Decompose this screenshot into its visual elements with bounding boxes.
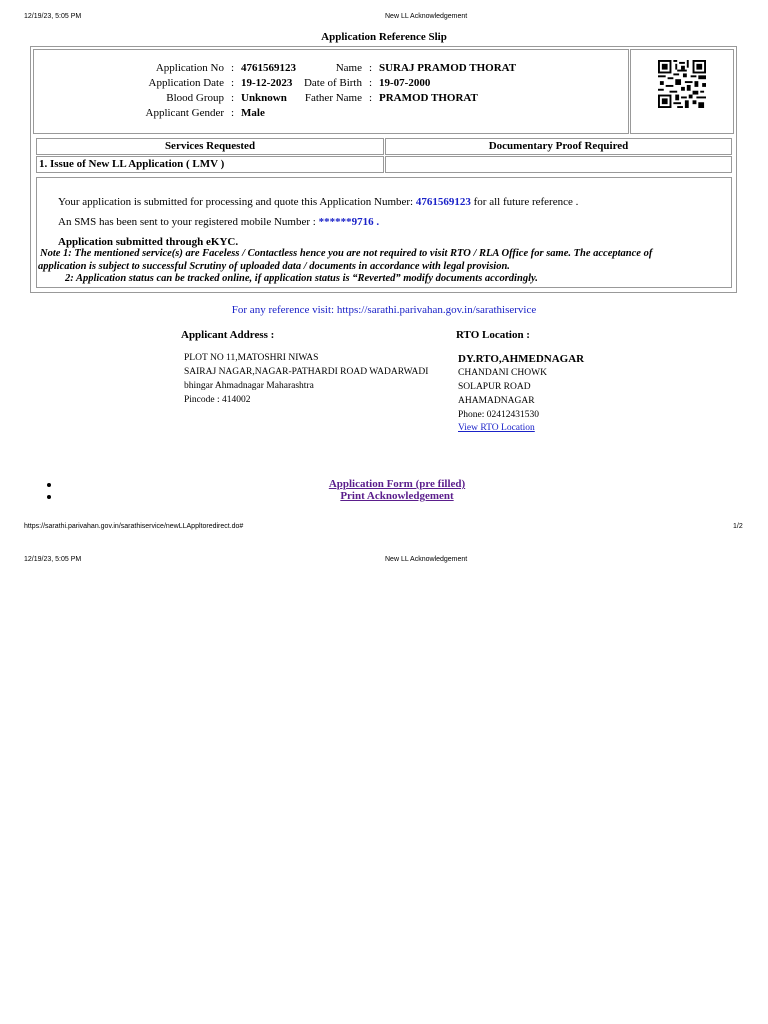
submitted-prefix: Your application is submitted for processing and quote this Application Number:	[58, 196, 414, 208]
slip-title: Application Reference Slip	[321, 31, 447, 43]
print-footer-url: https://sarathi.parivahan.gov.in/sarathiservice/newLLAppltoredirect.do#	[24, 523, 244, 530]
gender-value: Male	[241, 107, 265, 119]
application-date-value: 19-12-2023	[241, 77, 293, 89]
services-requested-header: Services Requested	[164, 140, 256, 152]
name-value: SURAJ PRAMOD THORAT	[379, 62, 517, 74]
colon: :	[369, 92, 373, 104]
ekyc-note: Application submitted through eKYC.	[58, 236, 239, 248]
print-page-number: 1/2	[733, 523, 743, 530]
submitted-message	[58, 196, 578, 208]
application-form-link[interactable]: Application Form (pre filled)	[328, 478, 466, 490]
application-no-label: Application No	[155, 62, 224, 74]
sms-prefix: An SMS has been sent to your registered mobile Number :	[58, 216, 316, 228]
applicant-address-heading: Applicant Address :	[181, 329, 275, 341]
father-name-label: Father Name	[304, 92, 362, 104]
note1-line1: Note 1: The mentioned service(s) are Faceless / Contactless hence you are not required to visit RTO / RLA Office for same. The acceptance of	[40, 248, 653, 259]
rto-line1: CHANDANI CHOWK	[458, 368, 547, 378]
blood-group-label: Blood Group	[166, 92, 224, 104]
address-line2: SAIRAJ NAGAR,NAGAR-PATHARDI ROAD WADARWADI	[184, 367, 429, 377]
gender-label: Applicant Gender	[145, 107, 224, 119]
print-page-title-page2: New LL Acknowledgement	[385, 556, 468, 563]
qr-code-icon	[658, 60, 706, 108]
mobile-number: ******9716 .	[318, 216, 380, 228]
proof-row-cell	[385, 156, 732, 173]
blood-group-value: Unknown	[241, 92, 287, 104]
rto-name: DY.RTO,AHMEDNAGAR	[458, 353, 585, 365]
dob-label: Date of Birth	[303, 77, 362, 89]
application-date-label: Application Date	[148, 77, 224, 89]
application-no-value: 4761569123	[241, 62, 296, 74]
rto-location-heading: RTO Location :	[456, 329, 530, 341]
print-acknowledgement-link[interactable]: Print Acknowledgement	[340, 490, 454, 502]
rto-line3: AHAMADNAGAR	[458, 396, 535, 406]
colon: :	[231, 62, 235, 74]
colon: :	[231, 107, 235, 119]
note1-line2: application is subject to successful Scrutiny of uploaded data / documents in accordance with legal provision.	[38, 261, 510, 272]
rto-line2: SOLAPUR ROAD	[458, 382, 531, 392]
service-item: 1. Issue of New LL Application ( LMV )	[39, 158, 225, 170]
sms-message	[58, 216, 379, 228]
colon: :	[231, 77, 235, 89]
note2: 2: Application status can be tracked online, if application status is “Reverted” modify documents accordingly.	[65, 273, 538, 284]
name-label: Name	[335, 62, 362, 74]
father-name-value: PRAMOD THORAT	[379, 92, 478, 104]
colon: :	[369, 62, 373, 74]
print-datetime-page2: 12/19/23, 5:05 PM	[24, 556, 82, 563]
print-datetime: 12/19/23, 5:05 PM	[24, 13, 82, 20]
colon: :	[369, 77, 373, 89]
address-pincode: Pincode : 414002	[184, 395, 251, 405]
message-application-number: 4761569123	[415, 196, 471, 208]
address-line3: bhingar Ahmadnagar Maharashtra	[184, 381, 314, 391]
reference-url: For any reference visit: https://sarathi.parivahan.gov.in/sarathiservice	[231, 304, 537, 316]
dob-value: 19-07-2000	[379, 77, 431, 89]
colon: :	[231, 92, 235, 104]
documentary-proof-header: Documentary Proof Required	[488, 140, 629, 152]
print-page-title: New LL Acknowledgement	[385, 13, 468, 20]
view-rto-location-link[interactable]: View RTO Location	[458, 423, 535, 433]
address-line1: PLOT NO 11,MATOSHRI NIWAS	[184, 353, 319, 363]
rto-phone: Phone: 02412431530	[458, 410, 540, 420]
submitted-suffix: for all future reference .	[473, 196, 579, 208]
